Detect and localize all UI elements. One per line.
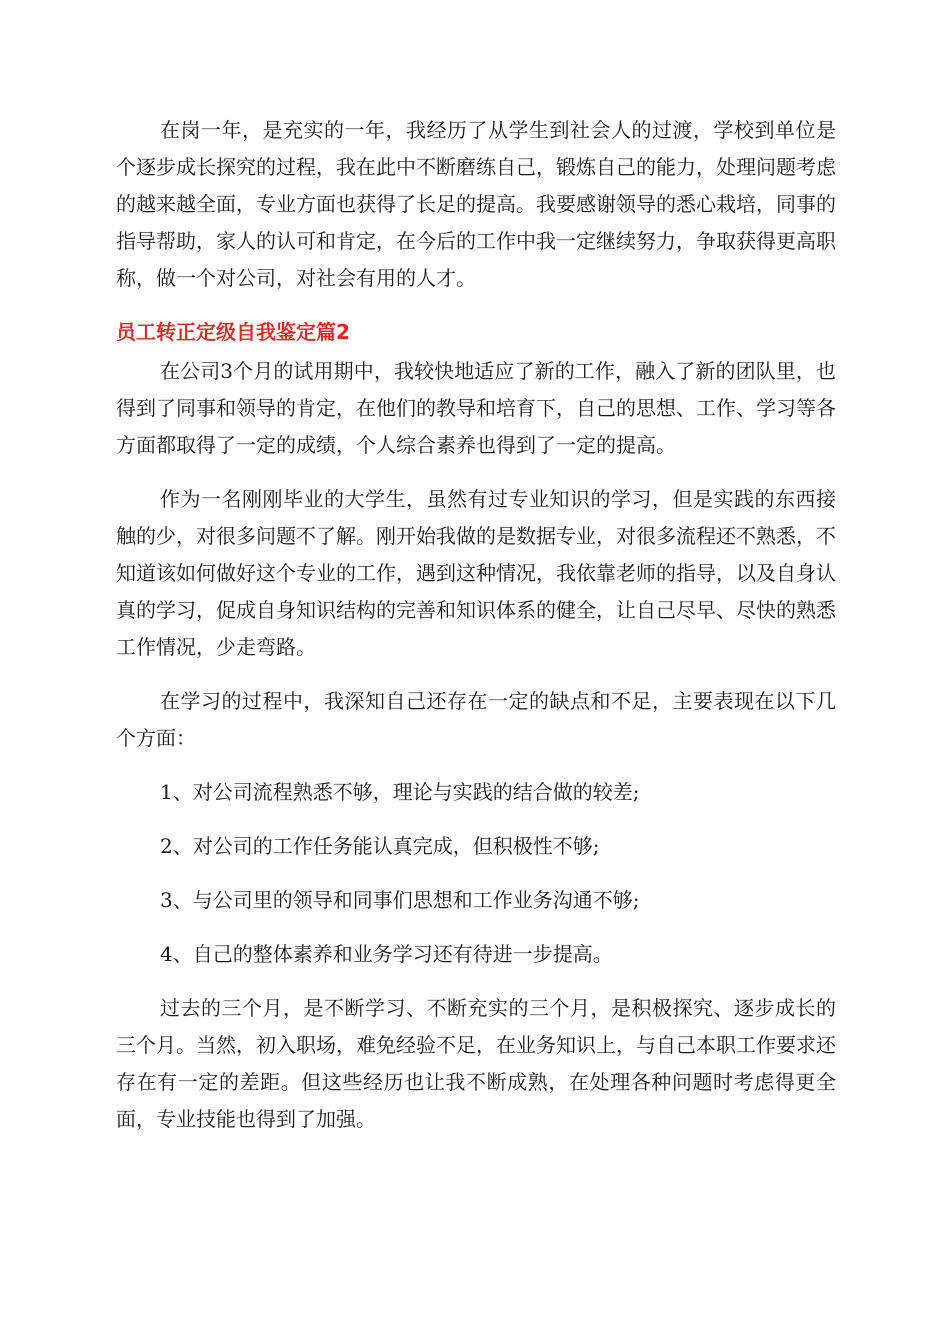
list-item-4: 4、自己的整体素养和业务学习还有待进一步提高。 bbox=[160, 942, 613, 966]
paragraph-probation: 在公司3个月的试用期中，我较快地适应了新的工作，融入了新的团队里，也得到了同事和领导的肯定，在他们的教导和培育下，自己的思想、工作、学习等各方面都取得了一定的成绩，个人综合素养也得到了一定的提高。 bbox=[116, 359, 836, 457]
list-item-2: 2、对公司的工作任务能认真完成，但积极性不够; bbox=[160, 834, 600, 858]
list-item-1: 1、对公司流程熟悉不够，理论与实践的结合做的较差; bbox=[160, 780, 640, 804]
paragraph-summary: 过去的三个月，是不断学习、不断充实的三个月，是积极探究、逐步成长的三个月。当然，初入职场，难免经验不足，在业务知识上，与自己本职工作要求还存在有一定的差距。但这些经历也让我不断成熟，在处理各种问题时考虑得更全面，专业技能也得到了加强。 bbox=[116, 996, 836, 1131]
paragraph-shortcomings-intro: 在学习的过程中，我深知自己还存在一定的缺点和不足，主要表现在以下几个方面： bbox=[116, 689, 836, 750]
intro-paragraph: 在岗一年，是充实的一年，我经历了从学生到社会人的过渡，学校到单位是个逐步成长探究的过程，我在此中不断磨练自己，锻炼自己的能力，处理问题考虑的越来越全面，专业方面也获得了长足的提高。我要感谢领导的悉心栽培，同事的指导帮助，家人的认可和肯定，在今后的工作中我一定继续努力，争取获得更高职称，做一个对公司，对社会有用的人才。 bbox=[116, 118, 836, 290]
document-body bbox=[116, 112, 836, 1155]
list-item-3: 3、与公司里的领导和同事们思想和工作业务沟通不够; bbox=[160, 888, 640, 912]
paragraph-graduate: 作为一名刚刚毕业的大学生，虽然有过专业知识的学习，但是实践的东西接触的少，对很多问题不了解。刚开始我做的是数据专业，对很多流程还不熟悉，不知道该如何做好这个专业的工作，遇到这种情况，我依靠老师的指导，以及自身认真的学习，促成自身知识结构的完善和知识体系的健全，让自己尽早、尽快的熟悉工作情况，少走弯路。 bbox=[116, 487, 836, 659]
section-heading: 员工转正定级自我鉴定篇2 bbox=[116, 320, 350, 344]
